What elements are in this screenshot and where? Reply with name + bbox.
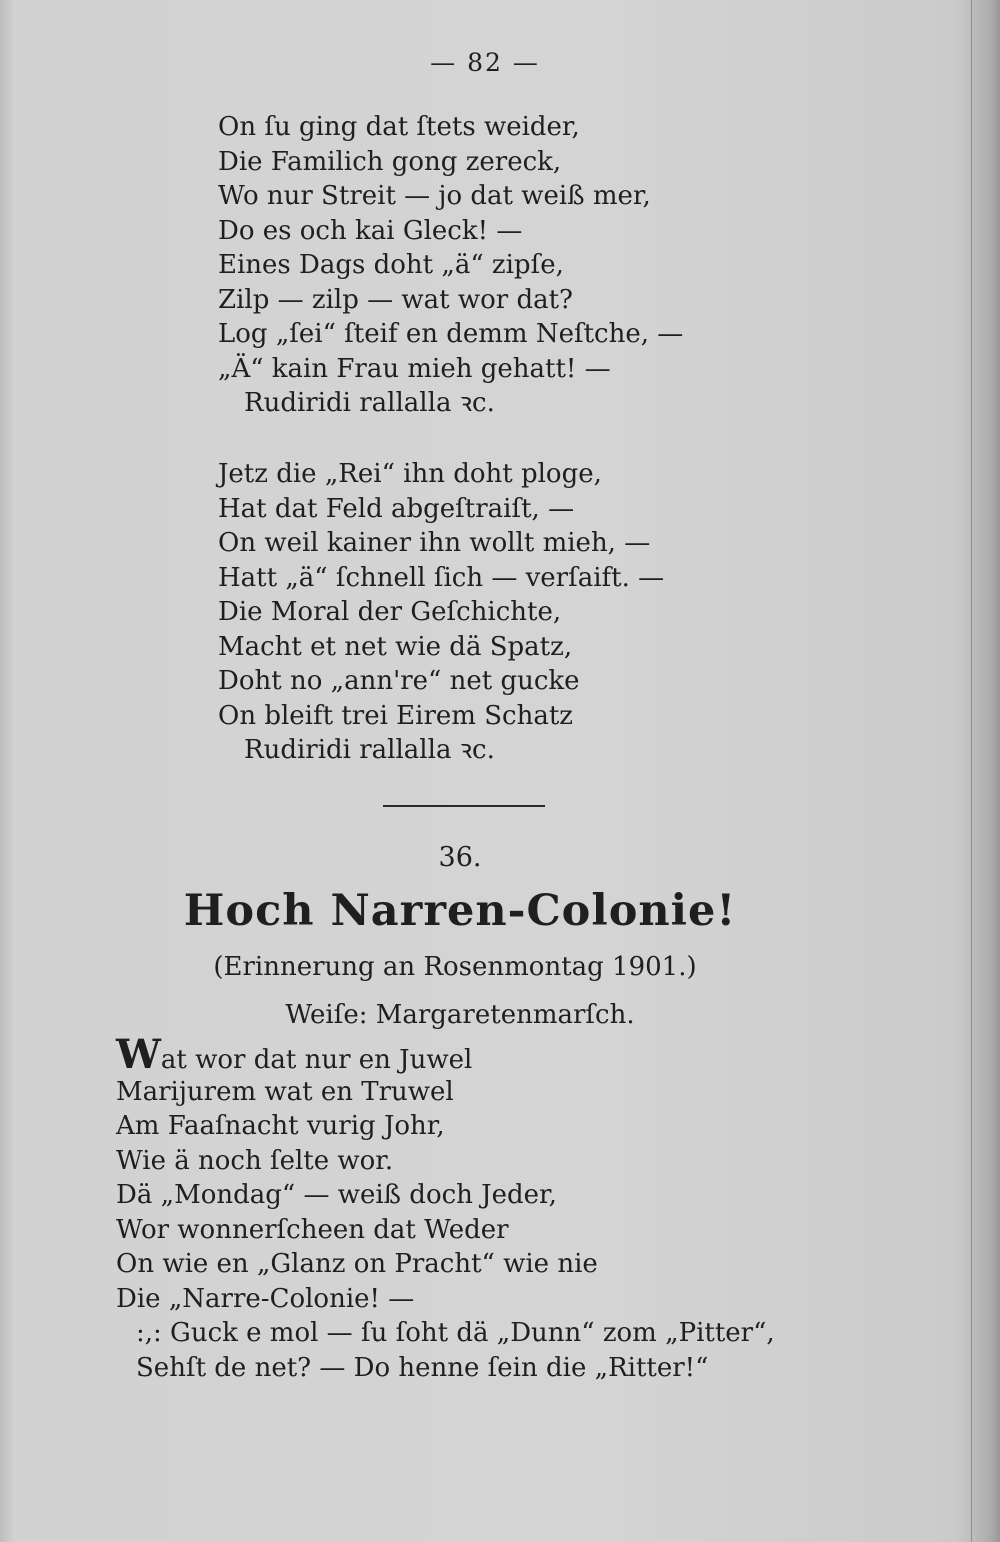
verse-line: Dä „Mondag“ — weiß doch Jeder, bbox=[116, 1180, 557, 1210]
verse-line: On ſu ging dat ſtets weider, bbox=[218, 112, 580, 142]
first-line-text: at wor dat nur en Juwel bbox=[160, 1045, 473, 1075]
verse-line: Do es och kai Gleck! — bbox=[218, 215, 523, 246]
verse-line: Eines Dags doht „ä“ zipſe, bbox=[218, 250, 564, 280]
verse-line: Zilp — zilp — wat wor dat? bbox=[218, 284, 573, 315]
verse-middle bbox=[218, 457, 664, 768]
verse-top bbox=[218, 110, 683, 421]
verse-line: Jetz die „Rei“ ihn doht ploge, bbox=[218, 459, 602, 489]
verse-line: Sehſt de net? — Do henne ſein die „Ritter!“ bbox=[136, 1352, 709, 1383]
verse-line: Macht et net wie dä Spatz, bbox=[218, 631, 573, 662]
verse-line: On wie en „Glanz on Pracht“ wie nie bbox=[116, 1249, 598, 1279]
page-number: — 82 — bbox=[430, 48, 540, 77]
song-title: Hoch Narren-Colonie! bbox=[183, 886, 737, 936]
verse-line: Die Moral der Geſchichte, bbox=[218, 597, 562, 627]
verse-line: Wie ä noch ſelte wor. bbox=[116, 1145, 394, 1176]
verse-line: Hatt „ä“ ſchnell ſich — verſaift. — bbox=[218, 562, 665, 593]
song-number: 36. bbox=[438, 842, 482, 873]
verse-line: Doht no „ann're“ net gucke bbox=[218, 666, 580, 696]
song-melody: Weiſe: Margaretenmarſch. bbox=[285, 1000, 635, 1030]
verse-line: „Ä“ kain Frau mieh gehatt! — bbox=[218, 353, 611, 384]
binding-edge bbox=[971, 0, 972, 1542]
verse-line: Die Familich gong zereck, bbox=[218, 146, 562, 177]
verse-line: Am Faaſnacht vurig Johr, bbox=[116, 1111, 445, 1141]
verse-refrain: Rudiridi rallalla ꝛc. bbox=[244, 735, 495, 765]
verse-line: Wo nur Streit — jo dat weiß mer, bbox=[218, 181, 651, 211]
page-gutter-shadow bbox=[962, 0, 1000, 1542]
verse-line: Hat dat Feld abgeſtraiſt, — bbox=[218, 493, 575, 524]
verse-line: On weil kainer ihn wollt mieh, — bbox=[218, 528, 651, 558]
verse-first-line bbox=[116, 1031, 775, 1078]
verse-line: Log „ſei“ ſteif en demm Neſtche, — bbox=[218, 319, 684, 349]
drop-initial: W bbox=[116, 1031, 161, 1078]
song-verse bbox=[116, 1031, 775, 1385]
verse-line: :,: Guck e mol — ſu ſoht dä „Dunn“ zom „Pitter“, bbox=[136, 1318, 775, 1348]
section-divider bbox=[383, 805, 545, 807]
verse-line: Marijurem wat en Truwel bbox=[116, 1076, 454, 1107]
verse-line: On bleift trei Eirem Schatz bbox=[218, 700, 573, 731]
verse-line: Wor wonnerſcheen dat Weder bbox=[116, 1214, 509, 1245]
verse-line: Die „Narre-Colonie! — bbox=[116, 1283, 415, 1314]
song-subtitle: (Erinnerung an Rosenmontag 1901.) bbox=[213, 952, 697, 982]
verse-refrain: Rudiridi rallalla ꝛc. bbox=[244, 388, 495, 418]
